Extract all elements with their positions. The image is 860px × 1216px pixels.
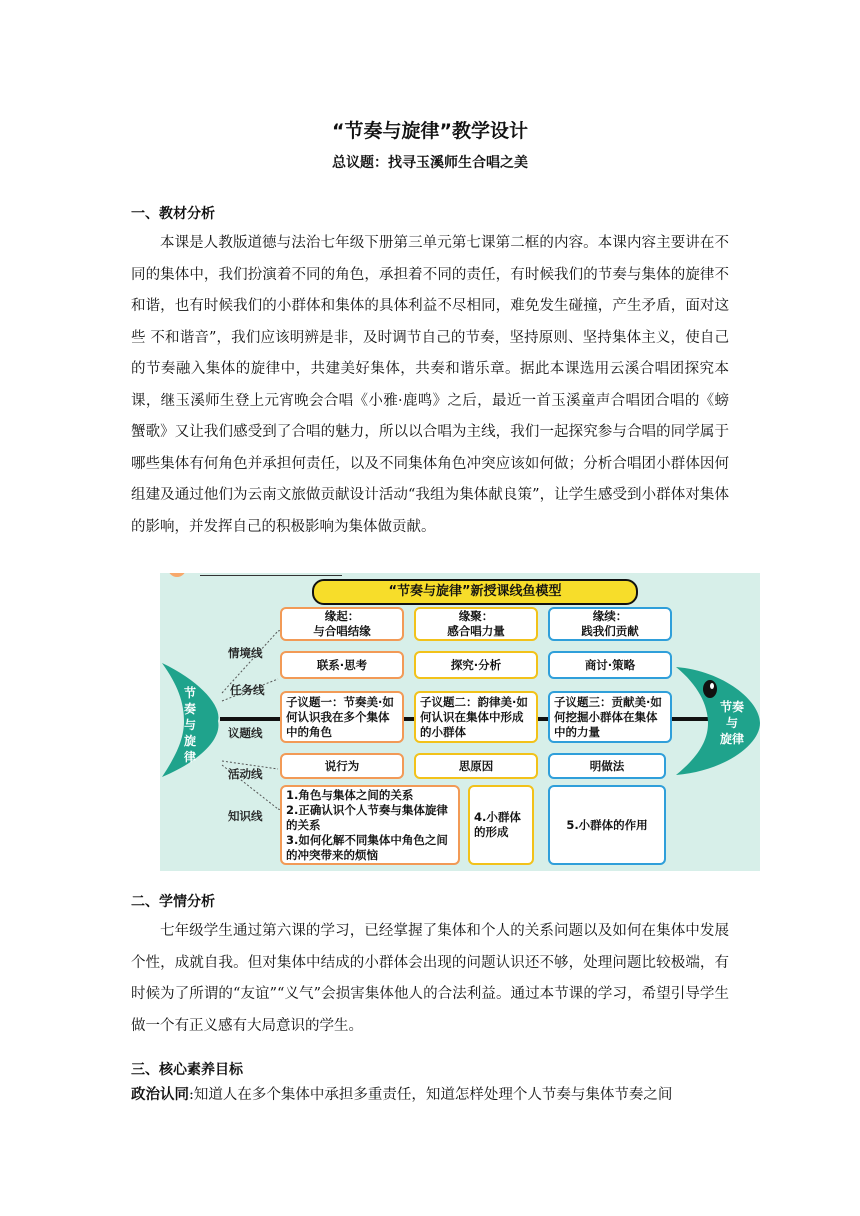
- page-title: “节奏与旋律”教学设计: [332, 120, 528, 142]
- label-issue-line: 议题线: [228, 726, 263, 740]
- label-activity-line: 活动线: [228, 767, 263, 781]
- label-task-line: 任务线: [230, 683, 265, 697]
- section-heading-materials: 一、教材分析: [131, 206, 215, 222]
- issue-box-1: 子议题一：节奏美·如何认识我在多个集体中的角色: [280, 691, 404, 743]
- goal-text: :知道人在多个集体中承担多重责任，知道怎样处理个人节奏与集体节奏之间: [189, 1087, 673, 1103]
- knowledge-box-2: 4.小群体的形成: [468, 785, 534, 865]
- fish-model-figure: [160, 573, 760, 871]
- goal-label: 政治认同: [131, 1087, 189, 1103]
- task-box-1: 联系·思考: [280, 651, 404, 679]
- section-paragraph-materials: 本课是人教版道德与法治七年级下册第三单元第七课第二框的内容。本课内容主要讲在不同的集体中，我们扮演着不同的角色，承担着不同的责任，有时候我们的节奏与集体的旋律不和谐，也有时候我们的小群体和集体的具体利益不尽相同，难免发生碰撞，产生矛盾，面对这些 不和谐音”，我们应该明辨是非，及时调节自己的节奏，坚持原则、坚持集体主义，使自己的节奏融入集体的旋律中，共建美好集体，共奏和谐乐章。据此本课选用云溪合唱团探究本课，继玉溪师生登上元宵晚会合唱《小雅·鹿鸣》之后，最近一首玉溪童声合唱团合唱的《螃蟹歌》又让我们感受到了合唱的魅力，所以以合唱为主线，我们一起探究参与合唱的同学属于哪些集体有何角色并承担何责任，以及不同集体角色冲突应该如何做；分析合唱团小群体因何组建及通过他们为云南文旅做贡献设计活动“我组为集体献良策”，让学生感受到小群体对集体的影响，并发挥自己的积极影响为集体做贡献。: [131, 235, 729, 535]
- situation-box-2: 缘聚： 感合唱力量: [414, 607, 538, 641]
- task-box-2: 探究·分析: [414, 651, 538, 679]
- label-situation-line: 情境线: [228, 646, 263, 660]
- situation-box-3: 缘续： 践我们贡献: [548, 607, 672, 641]
- knowledge-box-1: 1.角色与集体之间的关系 2.正确认识个人节奏与集体旋律的关系 3.如何化解不同集体中角色之间的冲突带来的烦恼: [280, 785, 460, 865]
- task-box-3: 商讨·策略: [548, 651, 672, 679]
- section-heading-students: 二、学情分析: [131, 894, 215, 910]
- label-knowledge-line: 知识线: [228, 809, 263, 823]
- goal-political-identity: [131, 1080, 729, 1112]
- activity-box-2: 思原因: [414, 753, 538, 779]
- issue-box-2: 子议题二：韵律美·如何认识在集体中形成的小群体: [414, 691, 538, 743]
- knowledge-box-3: 5.小群体的作用: [548, 785, 666, 865]
- page-subtitle: 总议题：找寻玉溪师生合唱之美: [332, 155, 528, 171]
- fish-tail-text: 节 奏 与 旋 律: [183, 686, 196, 764]
- activity-box-1: 说行为: [280, 753, 404, 779]
- issue-box-3: 子议题三：贡献美·如何挖掘小群体在集体中的力量: [548, 691, 672, 743]
- section-heading-goals: 三、核心素养目标: [131, 1062, 243, 1078]
- figure-banner: “节奏与旋律”新授课线鱼模型: [312, 579, 638, 605]
- fish-head-text: 节奏 与 旋律: [719, 700, 744, 746]
- section-paragraph-students: 七年级学生通过第六课的学习，已经掌握了集体和个人的关系问题以及如何在集体中发展个性，成就自我。但对集体中结成的小群体会出现的问题认识还不够，处理问题比较极端，有时候为了所谓的“友谊”“义气”会损害集体他人的合法利益。通过本节课的学习，希望引导学生做一个有正义感有大局意识的学生。: [131, 923, 729, 1034]
- situation-box-1: 缘起： 与合唱结缘: [280, 607, 404, 641]
- activity-box-3: 明做法: [548, 753, 666, 779]
